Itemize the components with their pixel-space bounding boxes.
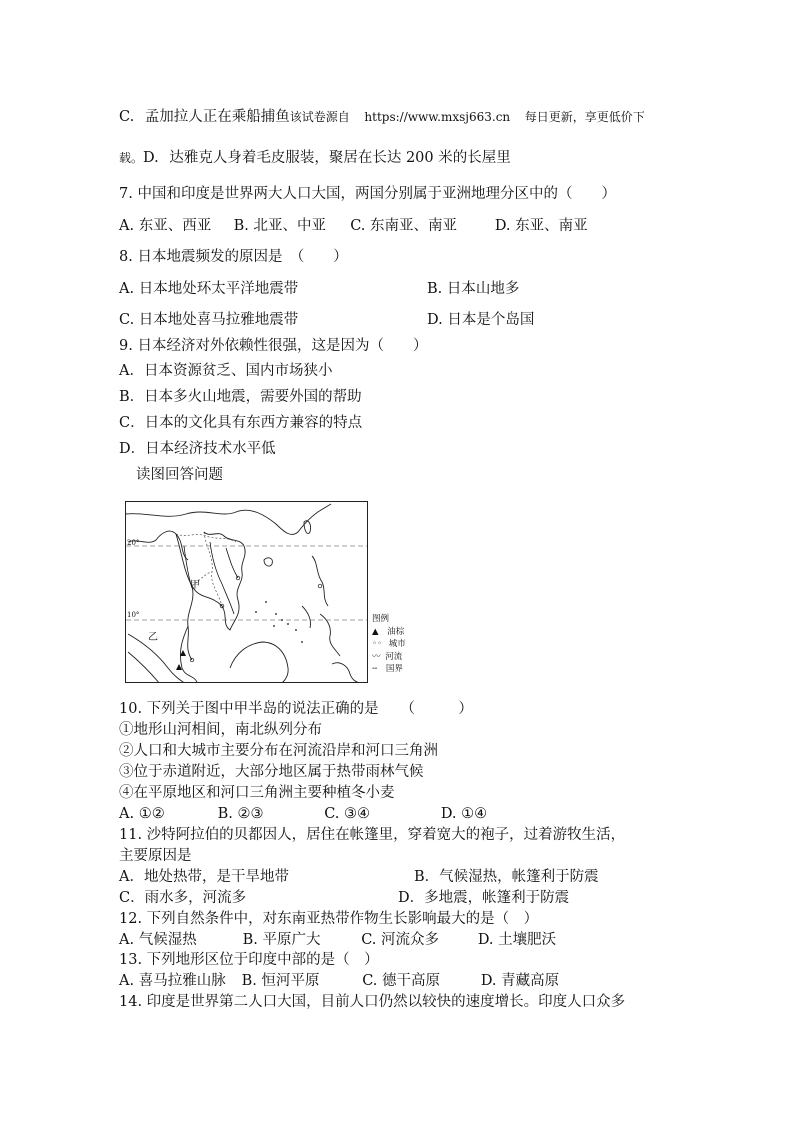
q8-option-d: D. 日本是个岛国 bbox=[427, 312, 535, 328]
option-text: 孟加拉人正在乘船捕鱼 bbox=[144, 109, 290, 125]
q12-options bbox=[119, 931, 556, 949]
q9-option-a: A．日本资源贫乏、国内市场狭小 bbox=[119, 363, 333, 379]
q11-option-a: A．地处热带，是干旱地带 bbox=[119, 869, 289, 885]
southeast-asia-map bbox=[125, 501, 368, 683]
q9-stem: 9. 日本经济对外依赖性很强，这是因为（ ） bbox=[119, 338, 428, 354]
q13-option-b: B. 恒河平原 bbox=[241, 973, 320, 989]
option-label: C. bbox=[119, 109, 135, 125]
q8-option-b: B. 日本山地多 bbox=[427, 281, 520, 297]
q13-options bbox=[119, 972, 559, 990]
legend-oil-palm: ▲ 油棕 bbox=[372, 626, 405, 637]
legend-border: ╌ 国界 bbox=[372, 664, 403, 674]
q10-statement-2: ②人口和大城市主要分布在河流沿岸和河口三角洲 bbox=[119, 743, 438, 759]
option-label: D. bbox=[143, 150, 159, 166]
q7-option-d: D. 东亚、南亚 bbox=[494, 218, 588, 234]
q12-option-d: D. 土壤肥沃 bbox=[477, 932, 557, 948]
q10-option-d: D. ①④ bbox=[440, 806, 488, 822]
q7-option-c: C. 东南亚、南亚 bbox=[350, 218, 458, 234]
q11-option-d: D．多地震，帐篷利于防震 bbox=[398, 890, 570, 906]
q8-option-c: C. 日本地处喜马拉雅地震带 bbox=[119, 312, 299, 328]
option-text: 达雅克人身着毛皮服装，聚居在长达 200 米的长屋里 bbox=[169, 150, 511, 166]
q8-stem: 8. 日本地震频发的原因是 （ ） bbox=[119, 249, 348, 265]
q10-statement-1: ①地形山河相间，南北纵列分布 bbox=[119, 722, 322, 738]
watermark-text-2: 每日更新，享更低价下 bbox=[524, 110, 645, 124]
q13-option-a: A. 喜马拉雅山脉 bbox=[119, 973, 226, 989]
q10-options bbox=[119, 805, 487, 823]
q13-option-d: D. 青藏高原 bbox=[480, 973, 560, 989]
q13-stem: 13. 下列地形区位于印度中部的是（ ） bbox=[119, 952, 379, 968]
q6-option-c bbox=[119, 108, 645, 126]
river-icon: 〰 bbox=[372, 651, 381, 662]
q13-option-c: C. 德干高原 bbox=[362, 973, 441, 989]
q12-option-b: B. 平原广大 bbox=[242, 932, 321, 948]
watermark-text: 该试卷源自 bbox=[289, 110, 350, 124]
q10-option-b: B. ②③ bbox=[217, 806, 264, 822]
q14-stem: 14. 印度是世界第二人口大国，目前人口仍然以较快的速度增长。印度人口众多 bbox=[119, 994, 626, 1010]
q7-stem: 7. 中国和印度是世界两大人口大国，两国分别属于亚洲地理分区中的（ ） bbox=[119, 186, 616, 202]
border-icon: ╌ bbox=[372, 664, 378, 674]
region-yi: 乙 bbox=[148, 632, 158, 643]
q12-option-c: C. 河流众多 bbox=[361, 932, 440, 948]
q8-option-a: A. 日本地处环太平洋地震带 bbox=[119, 281, 299, 297]
region-jia: 甲 bbox=[190, 580, 200, 591]
q10-stem: 10. 下列关于图中甲半岛的说法正确的是 （ ） bbox=[119, 701, 473, 717]
q11-option-c: C．雨水多，河流多 bbox=[119, 890, 247, 906]
map-intro: 读图回答问题 bbox=[136, 467, 223, 483]
q12-option-a: A. 气候湿热 bbox=[119, 932, 197, 948]
q9-option-b: B．日本多火山地震，需要外国的帮助 bbox=[119, 389, 362, 405]
city-icon bbox=[318, 584, 322, 588]
q7-options bbox=[119, 217, 588, 235]
city-icon: ◦◦ bbox=[372, 639, 383, 649]
q9-option-c: C．日本的文化具有东西方兼容的特点 bbox=[119, 415, 363, 431]
q11-stem-1: 11. 沙特阿拉伯的贝都因人，居住在帐篷里，穿着宽大的袍子，过着游牧生活， bbox=[119, 827, 626, 843]
q10-option-a: A. ①② bbox=[119, 806, 165, 822]
q10-option-c: C. ③④ bbox=[324, 806, 371, 822]
map-drawing bbox=[126, 502, 368, 683]
q10-statement-4: ④在平原地区和河口三角洲主要种植冬小麦 bbox=[119, 785, 395, 801]
watermark-text-3: 载。 bbox=[119, 151, 144, 165]
watermark-url: https://www.mxsj663.cn bbox=[364, 110, 511, 124]
q9-option-d: D．日本经济技术水平低 bbox=[119, 441, 276, 457]
lat-label-20: 20° bbox=[127, 539, 140, 547]
q12-stem: 12. 下列自然条件中，对东南亚热带作物生长影响最大的是（ ） bbox=[119, 911, 539, 927]
q7-option-a: A. 东亚、西亚 bbox=[119, 218, 212, 234]
q11-stem-2: 主要原因是 bbox=[119, 848, 192, 864]
q7-option-b: B. 北亚、中亚 bbox=[233, 218, 326, 234]
lat-label-10: 10° bbox=[127, 611, 140, 619]
q11-option-b: B．气候湿热，帐篷利于防震 bbox=[414, 869, 599, 885]
legend-title: 图例 bbox=[372, 614, 390, 624]
legend-city: ◦◦ 城市 bbox=[372, 639, 406, 649]
map-legend bbox=[372, 613, 406, 676]
q6-option-d bbox=[119, 149, 511, 167]
legend-river: 〰 河流 bbox=[372, 651, 403, 662]
q10-statement-3: ③位于赤道附近，大部分地区属于热带雨林气候 bbox=[119, 764, 424, 780]
oil-palm-icon: ▲ bbox=[372, 626, 379, 637]
